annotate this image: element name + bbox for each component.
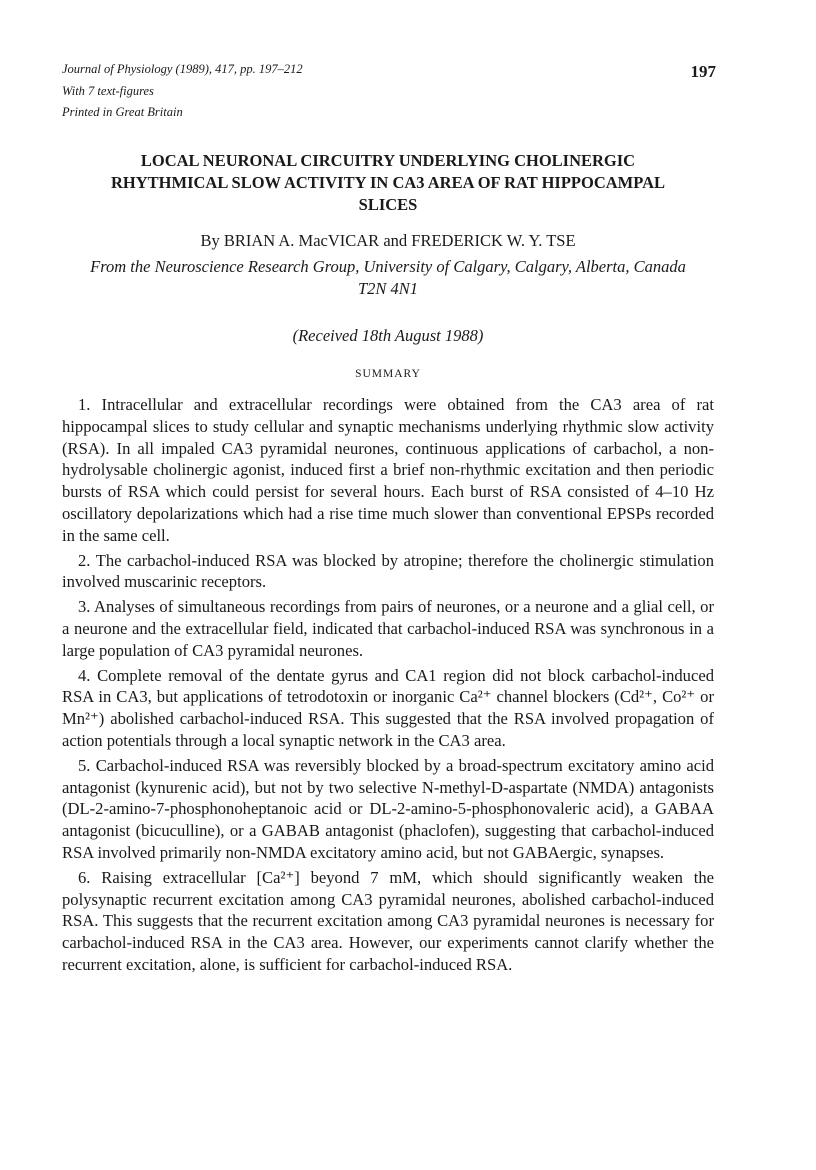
authors: By BRIAN A. MacVICAR and FREDERICK W. Y. TSE xyxy=(200,231,576,250)
summary-paragraph: 5. Carbachol-induced RSA was reversibly blocked by a broad-spectrum excitatory amino acid antagonist (kynurenic acid), but not by two selective N-methyl-D-aspartate (NMDA) antagonists (DL-2-amino-7-phosphonoheptanoic acid or DL-2-amino-5-phosphonovaleric acid), a GABAA antagonist (bicuculline), or a GABAB antagonist (phaclofen), suggesting that carbachol-induced RSA involved primarily non-NMDA excitatory amino acid, but not GABAergic, synapses. xyxy=(62,755,714,862)
journal-citation: Journal of Physiology (1989), 417, pp. 197–212 xyxy=(62,62,303,76)
printed-note: Printed in Great Britain xyxy=(62,105,183,119)
running-header xyxy=(62,62,714,84)
article-title: LOCAL NEURONAL CIRCUITRY UNDERLYING CHOLINERGIC RHYTHMICAL SLOW ACTIVITY IN CA3 AREA OF RAT HIPPOCAMPAL SLICES xyxy=(110,151,666,214)
figures-note: With 7 text-figures xyxy=(62,84,154,98)
received-date: (Received 18th August 1988) xyxy=(292,326,484,345)
paper-page xyxy=(62,62,714,979)
summary-paragraph: 3. Analyses of simultaneous recordings from pairs of neurones, or a neurone and a glial cell, or a neurone and the extracellular field, indicated that carbachol-induced RSA was synchronous in a large population of CA3 pyramidal neurones. xyxy=(62,597,714,660)
page-number: 197 xyxy=(690,62,716,81)
summary-paragraph: 2. The carbachol-induced RSA was blocked by atropine; therefore the cholinergic stimulation involved muscarinic receptors. xyxy=(62,550,714,592)
summary-paragraph: 6. Raising extracellular [Ca²⁺] beyond 7 mM, which should significantly weaken the polysynaptic recurrent excitation among CA3 pyramidal neurones, abolished carbachol-induced RSA. This suggests that the recurrent excitation among CA3 pyramidal neurones is necessary for carbachol-induced RSA in the CA3 area. However, our experiments cannot clarify whether the recurrent excitation, alone, is sufficient for carbachol-induced RSA. xyxy=(62,867,714,974)
summary-paragraph: 1. Intracellular and extracellular recordings were obtained from the CA3 area of rat hippocampal slices to study cellular and synaptic mechanisms underlying rhythmic slow activity (RSA). In all impaled CA3 pyramidal neurones, continuous applications of carbachol, a non-hydrolysable cholinergic agonist, induced first a brief non-rhythmic excitation and then periodic bursts of RSA which could persist for several hours. Each burst of RSA consisted of 4–10 Hz oscillatory depolarizations which had a rise time much slower than conventional EPSPs recorded in the same cell. xyxy=(62,395,714,545)
summary-heading: SUMMARY xyxy=(355,368,421,380)
summary-body xyxy=(62,394,714,976)
affiliation: From the Neuroscience Research Group, University of Calgary, Calgary, Alberta, Canada T2N 4N1 xyxy=(90,257,686,298)
summary-paragraph: 4. Complete removal of the dentate gyrus and CA1 region did not block carbachol-induced RSA in CA3, but applications of tetrodotoxin or inorganic Ca²⁺ channel blockers (Cd²⁺, Co²⁺ or Mn²⁺) abolished carbachol-induced RSA. This suggested that the RSA involved propagation of action potentials through a local synaptic network in the CA3 area. xyxy=(62,665,714,750)
